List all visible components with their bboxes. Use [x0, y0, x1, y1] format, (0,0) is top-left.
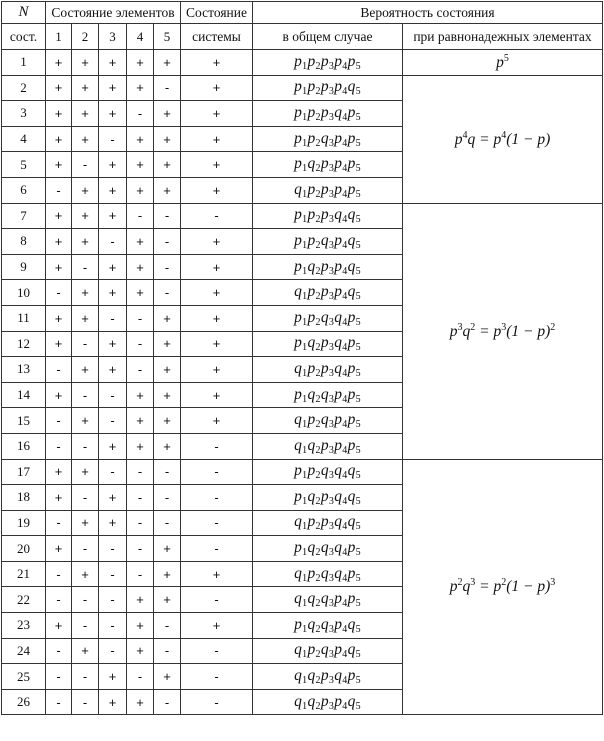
element-3-state: + — [99, 664, 127, 690]
general-probability: $p_1q_2q_3p_4q_5$ — [253, 613, 403, 639]
header-row-1 — [2, 2, 603, 24]
element-2-state: + — [72, 638, 99, 664]
system-state: + — [181, 357, 253, 383]
element-1-state: - — [46, 587, 72, 613]
element-3-state: + — [99, 510, 127, 536]
general-probability: $p_1p_2p_3q_4p_5$ — [253, 101, 403, 127]
element-2-state: + — [72, 126, 99, 152]
state-number: 3 — [2, 101, 46, 127]
element-5-state: + — [154, 331, 181, 357]
state-number: 2 — [2, 75, 46, 101]
state-number: 19 — [2, 510, 46, 536]
system-state: - — [181, 510, 253, 536]
system-state: + — [181, 229, 253, 255]
element-4-state: - — [127, 357, 154, 383]
elements-state-header: Состояние элементов — [46, 2, 181, 24]
element-5-state: + — [154, 50, 181, 76]
general-probability: $q_1p_2p_3p_4q_5$ — [253, 280, 403, 306]
element-5-state: + — [154, 152, 181, 178]
element-4-state: - — [127, 459, 154, 485]
state-number: 9 — [2, 254, 46, 280]
element-2-state: + — [72, 459, 99, 485]
element-2-state: - — [72, 536, 99, 562]
element-5-state: + — [154, 101, 181, 127]
state-number-header: N — [2, 2, 46, 24]
element-2-state: + — [72, 101, 99, 127]
element-5-state: + — [154, 408, 181, 434]
element-1-state: + — [46, 101, 72, 127]
state-number: 16 — [2, 433, 46, 459]
state-number: 22 — [2, 587, 46, 613]
state-number: 12 — [2, 331, 46, 357]
general-probability: $q_1p_2p_3q_4q_5$ — [253, 510, 403, 536]
element-3-state: + — [99, 331, 127, 357]
element-1-state: - — [46, 280, 72, 306]
state-number: 7 — [2, 203, 46, 229]
element-4-state: + — [127, 75, 154, 101]
state-number: 24 — [2, 638, 46, 664]
element-1-state: - — [46, 408, 72, 434]
element-5-state: + — [154, 664, 181, 690]
element-3-state: + — [99, 152, 127, 178]
element-1-state: + — [46, 382, 72, 408]
state-number-subheader: сост. — [2, 24, 46, 50]
system-state: + — [181, 75, 253, 101]
element-5-state: - — [154, 689, 181, 715]
element-3-state: + — [99, 280, 127, 306]
element-2-state: - — [72, 254, 99, 280]
element-3-state: - — [99, 638, 127, 664]
element-1-state: + — [46, 459, 72, 485]
system-state: + — [181, 101, 253, 127]
element-2-state: - — [72, 689, 99, 715]
system-state: - — [181, 485, 253, 511]
element-3-state: - — [99, 229, 127, 255]
system-state: + — [181, 561, 253, 587]
element-3-state: - — [99, 459, 127, 485]
general-probability: $p_1q_2q_3p_4p_5$ — [253, 382, 403, 408]
element-1-header: 1 — [46, 24, 72, 50]
element-2-state: + — [72, 203, 99, 229]
element-3-state: + — [99, 433, 127, 459]
system-state: + — [181, 613, 253, 639]
general-case-header: в общем случае — [253, 24, 403, 50]
element-4-state: + — [127, 152, 154, 178]
element-5-state: + — [154, 357, 181, 383]
state-number: 14 — [2, 382, 46, 408]
table-row — [2, 459, 603, 485]
system-state: + — [181, 408, 253, 434]
system-state: - — [181, 689, 253, 715]
general-probability: $p_1q_2q_3q_4p_5$ — [253, 536, 403, 562]
state-number: 8 — [2, 229, 46, 255]
general-probability: $q_1q_2q_3p_4p_5$ — [253, 587, 403, 613]
state-number: 17 — [2, 459, 46, 485]
general-probability: $p_1p_2q_3p_4p_5$ — [253, 126, 403, 152]
system-state: + — [181, 50, 253, 76]
element-3-state: - — [99, 613, 127, 639]
system-state-subheader: системы — [181, 24, 253, 50]
system-state-header: Состояние — [181, 2, 253, 24]
general-probability: $q_1p_2q_3q_4p_5$ — [253, 561, 403, 587]
element-4-state: + — [127, 50, 154, 76]
state-probability-table — [1, 1, 603, 715]
element-4-state: - — [127, 561, 154, 587]
element-2-state: - — [72, 613, 99, 639]
state-number: 21 — [2, 561, 46, 587]
element-3-state: + — [99, 75, 127, 101]
system-state: + — [181, 254, 253, 280]
general-probability: $q_1p_2p_3q_4p_5$ — [253, 357, 403, 383]
general-probability: $p_1p_2q_3p_4q_5$ — [253, 229, 403, 255]
element-3-state: - — [99, 305, 127, 331]
element-5-state: + — [154, 126, 181, 152]
element-1-state: - — [46, 664, 72, 690]
element-1-state: - — [46, 638, 72, 664]
state-number: 4 — [2, 126, 46, 152]
element-2-state: - — [72, 664, 99, 690]
header-row-2 — [2, 24, 603, 50]
general-probability: $p_1p_2q_3q_4q_5$ — [253, 459, 403, 485]
element-1-state: + — [46, 229, 72, 255]
element-4-state: - — [127, 510, 154, 536]
element-2-state: + — [72, 177, 99, 203]
table-row — [2, 203, 603, 229]
element-1-state: - — [46, 561, 72, 587]
element-2-state: - — [72, 382, 99, 408]
equal-reliability-probability: $p^5$ — [403, 50, 603, 76]
element-3-state: - — [99, 408, 127, 434]
element-4-state: + — [127, 280, 154, 306]
element-2-state: - — [72, 152, 99, 178]
element-1-state: + — [46, 331, 72, 357]
element-4-state: + — [127, 638, 154, 664]
element-2-state: - — [72, 587, 99, 613]
element-4-state: - — [127, 485, 154, 511]
element-4-state: - — [127, 101, 154, 127]
system-state: - — [181, 638, 253, 664]
general-probability: $q_1p_2q_3p_4p_5$ — [253, 408, 403, 434]
element-2-state: + — [72, 305, 99, 331]
element-2-state: + — [72, 357, 99, 383]
system-state: - — [181, 433, 253, 459]
element-1-state: + — [46, 50, 72, 76]
element-4-state: - — [127, 536, 154, 562]
element-5-state: + — [154, 561, 181, 587]
general-probability: $p_1p_2p_3p_4q_5$ — [253, 75, 403, 101]
general-probability: $p_1p_2p_3q_4q_5$ — [253, 203, 403, 229]
element-5-state: - — [154, 613, 181, 639]
element-5-state: + — [154, 177, 181, 203]
state-number: 15 — [2, 408, 46, 434]
element-3-state: - — [99, 536, 127, 562]
general-probability: $q_1q_2p_3p_4q_5$ — [253, 689, 403, 715]
system-state: - — [181, 587, 253, 613]
equal-reliability-header: при равнонадежных элементах — [403, 24, 603, 50]
element-1-state: + — [46, 485, 72, 511]
element-4-state: + — [127, 254, 154, 280]
element-1-state: - — [46, 357, 72, 383]
element-5-state: + — [154, 536, 181, 562]
element-4-state: + — [127, 613, 154, 639]
element-3-state: + — [99, 689, 127, 715]
element-5-state: - — [154, 75, 181, 101]
general-probability: $p_1p_2p_3p_4p_5$ — [253, 50, 403, 76]
element-1-state: - — [46, 689, 72, 715]
table-body — [2, 50, 603, 715]
system-state: + — [181, 382, 253, 408]
equal-reliability-probability: $p^3q^2 = p^3(1 - p)^2$ — [403, 203, 603, 459]
element-2-header: 2 — [72, 24, 99, 50]
general-probability: $p_1p_2q_3q_4p_5$ — [253, 305, 403, 331]
element-1-state: - — [46, 177, 72, 203]
element-4-state: + — [127, 587, 154, 613]
element-4-state: + — [127, 177, 154, 203]
system-state: - — [181, 203, 253, 229]
element-3-state: + — [99, 101, 127, 127]
element-1-state: + — [46, 613, 72, 639]
general-probability: $q_1q_2p_3q_4p_5$ — [253, 664, 403, 690]
element-5-state: - — [154, 254, 181, 280]
element-2-state: + — [72, 75, 99, 101]
element-4-state: - — [127, 664, 154, 690]
element-1-state: + — [46, 152, 72, 178]
state-number: 6 — [2, 177, 46, 203]
system-state: - — [181, 664, 253, 690]
element-3-state: + — [99, 203, 127, 229]
element-5-state: - — [154, 203, 181, 229]
general-probability: $q_1p_2q_3p_4q_5$ — [253, 638, 403, 664]
system-state: - — [181, 459, 253, 485]
element-4-state: - — [127, 305, 154, 331]
element-1-state: + — [46, 536, 72, 562]
element-5-state: - — [154, 638, 181, 664]
table-row — [2, 50, 603, 76]
system-state: + — [181, 126, 253, 152]
element-4-state: + — [127, 689, 154, 715]
state-number: 13 — [2, 357, 46, 383]
element-2-state: + — [72, 229, 99, 255]
element-2-state: - — [72, 485, 99, 511]
state-probability-header: Вероятность состояния — [253, 2, 603, 24]
system-state: + — [181, 305, 253, 331]
element-3-state: - — [99, 382, 127, 408]
element-1-state: + — [46, 305, 72, 331]
state-number: 18 — [2, 485, 46, 511]
state-number: 20 — [2, 536, 46, 562]
element-1-state: + — [46, 254, 72, 280]
element-5-state: + — [154, 433, 181, 459]
element-3-state: - — [99, 126, 127, 152]
general-probability: $q_1p_2p_3p_4p_5$ — [253, 177, 403, 203]
element-1-state: - — [46, 510, 72, 536]
state-number: 1 — [2, 50, 46, 76]
element-5-state: + — [154, 382, 181, 408]
element-1-state: - — [46, 433, 72, 459]
general-probability: $q_1q_2p_3p_4p_5$ — [253, 433, 403, 459]
element-3-state: + — [99, 357, 127, 383]
element-4-state: + — [127, 408, 154, 434]
system-state: + — [181, 280, 253, 306]
general-probability: $p_1q_2p_3q_4p_5$ — [253, 331, 403, 357]
element-2-state: + — [72, 50, 99, 76]
equal-reliability-probability: $p^2q^3 = p^2(1 - p)^3$ — [403, 459, 603, 715]
element-3-state: + — [99, 177, 127, 203]
element-5-state: - — [154, 280, 181, 306]
state-number: 11 — [2, 305, 46, 331]
element-4-state: - — [127, 331, 154, 357]
element-2-state: - — [72, 433, 99, 459]
element-3-state: - — [99, 587, 127, 613]
element-3-state: + — [99, 254, 127, 280]
state-number: 26 — [2, 689, 46, 715]
element-5-state: - — [154, 510, 181, 536]
element-5-state: + — [154, 587, 181, 613]
element-3-state: + — [99, 485, 127, 511]
element-3-header: 3 — [99, 24, 127, 50]
element-4-state: + — [127, 126, 154, 152]
element-3-state: - — [99, 561, 127, 587]
element-1-state: + — [46, 126, 72, 152]
element-2-state: + — [72, 408, 99, 434]
element-5-state: - — [154, 229, 181, 255]
element-2-state: - — [72, 331, 99, 357]
system-state: - — [181, 536, 253, 562]
element-3-state: + — [99, 50, 127, 76]
element-4-header: 4 — [127, 24, 154, 50]
table-row — [2, 75, 603, 101]
state-number: 23 — [2, 613, 46, 639]
element-4-state: + — [127, 382, 154, 408]
system-state: + — [181, 331, 253, 357]
state-number: 25 — [2, 664, 46, 690]
element-5-state: - — [154, 485, 181, 511]
element-1-state: + — [46, 75, 72, 101]
element-5-state: - — [154, 459, 181, 485]
element-5-state: + — [154, 305, 181, 331]
state-number: 5 — [2, 152, 46, 178]
element-1-state: + — [46, 203, 72, 229]
general-probability: $p_1q_2p_3q_4q_5$ — [253, 485, 403, 511]
system-state: + — [181, 177, 253, 203]
element-4-state: + — [127, 433, 154, 459]
general-probability: $p_1q_2p_3p_4q_5$ — [253, 254, 403, 280]
element-4-state: + — [127, 229, 154, 255]
system-state: + — [181, 152, 253, 178]
element-2-state: + — [72, 561, 99, 587]
element-4-state: - — [127, 203, 154, 229]
general-probability: $p_1q_2p_3p_4p_5$ — [253, 152, 403, 178]
equal-reliability-probability: $p^4q = p^4(1 - p)$ — [403, 75, 603, 203]
element-2-state: + — [72, 280, 99, 306]
element-5-header: 5 — [154, 24, 181, 50]
element-2-state: + — [72, 510, 99, 536]
state-number: 10 — [2, 280, 46, 306]
